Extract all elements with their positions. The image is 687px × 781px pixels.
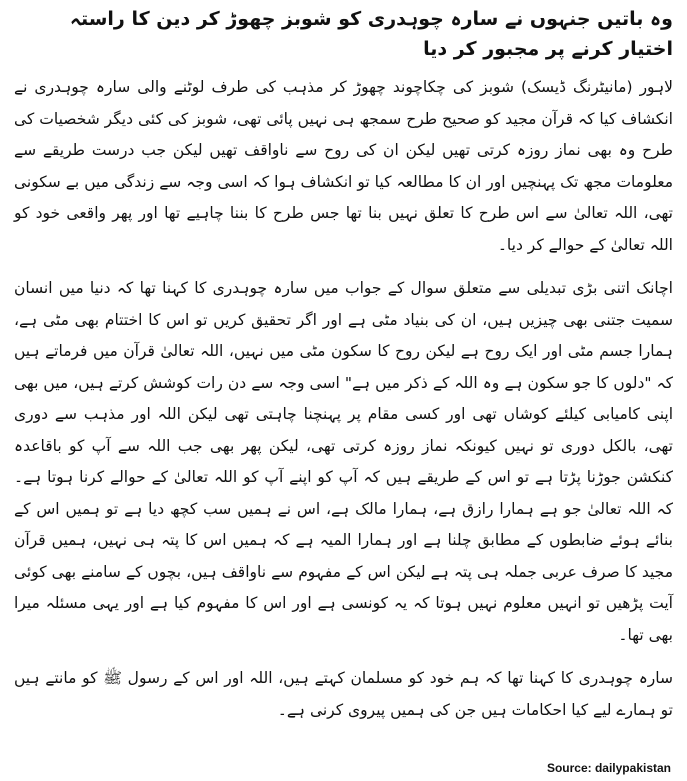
article-headline: وہ باتیں جنہوں نے سارہ چوہدری کو شوبز چھوڑ کر دین کا راستہ اختیار کرنے پر مجبور کر دیا	[69, 8, 673, 60]
article-paragraph-1: لاہور (مانیٹرنگ ڈیسک) شوبز کی چکاچوند چھوڑ کر مذہب کی طرف لوٹنے والی سارہ چوہدری نے انکشاف کیا کہ قرآن مجید کو صحیح طرح سمجھ ہی نہیں پائی تھی، شوبز کی کئی دیگر شخصیات کی طرح وہ بھی نماز روزہ کرتی تھیں لیکن ان کی روح سے ناواقف تھیں لیکن جب درست طریقے سے معلومات مجھ تک پہنچیں اور ان کا مطالعہ کیا تو انکشاف ہوا کہ اسی وجہ سے زندگی میں بے سکونی تھی، اللہ تعالیٰ سے اس طرح کا تعلق نہیں بنا تھا جس طرح کا بننا چاہیے تھا اور پھر واقعی خود کو اللہ تعالیٰ کے حوالے کر دیا۔	[14, 78, 673, 254]
article-paragraph-3: سارہ چوہدری کا کہنا تھا کہ ہم خود کو مسلمان کہتے ہیں، اللہ اور اس کے رسول ﷺ کو مانتے ہیں تو ہمارے لیے کیا احکامات ہیں جن کی ہمیں پیروی کرنی ہے۔	[14, 669, 673, 719]
source-credit: Source: dailypakistan	[546, 761, 671, 775]
article-paragraph-2: اچانک اتنی بڑی تبدیلی سے متعلق سوال کے جواب میں سارہ چوہدری کا کہنا تھا کہ دنیا میں انسان سمیت جتنی بھی چیزیں ہیں، ان کی بنیاد مٹی ہے اور اگر تحقیق کریں تو اس کا اختتام بھی مٹی ہے، ہمارا جسم مٹی اور ایک روح ہے لیکن روح کا سکون مٹی میں نہیں، اللہ تعالیٰ قرآن میں فرماتے ہیں کہ "دلوں کا جو سکون ہے وہ اللہ کے ذکر میں ہے" اسی وجہ سے دن رات کوشش کرتے ہیں، میں بھی اپنی کامیابی کیلئے کوشاں تھی اور کسی مقام پر پہنچنا چاہتی تھی لیکن اللہ اور مذہب سے دوری تھی، بالکل دوری تو نہیں کیونکہ نماز روزہ کرتی تھی، لیکن پھر بھی جب اللہ سے آپ کو باقاعدہ کنکشن جوڑنا پڑتا ہے تو اس کے طریقے ہیں کہ آپ کو اپنے آپ کو اللہ تعالیٰ کے حوالے کرنا ہوتا ہے۔ کہ اللہ تعالیٰ جو ہے ہمارا رازق ہے، ہمارا مالک ہے، اس نے ہمیں سب کچھ دیا ہے تو ہمیں اس کے بنائے ہوئے ضابطوں کے مطابق چلنا ہے اور ہمارا المیہ ہے کہ ہمیں اس کا پتہ ہی نہیں، ہمیں قرآن مجید کا صرف عربی جملہ ہی پتہ ہے لیکن اس کے مفہوم سے ناواقف ہیں، بچوں کے سامنے بھی کوئی آیت پڑھیں تو انہیں معلوم نہیں ہوتا کہ یہ کونسی ہے اور اس کا مفہوم کیا ہے اور یہی مسئلہ میرا بھی تھا۔	[14, 279, 673, 644]
article-body	[14, 4, 673, 726]
